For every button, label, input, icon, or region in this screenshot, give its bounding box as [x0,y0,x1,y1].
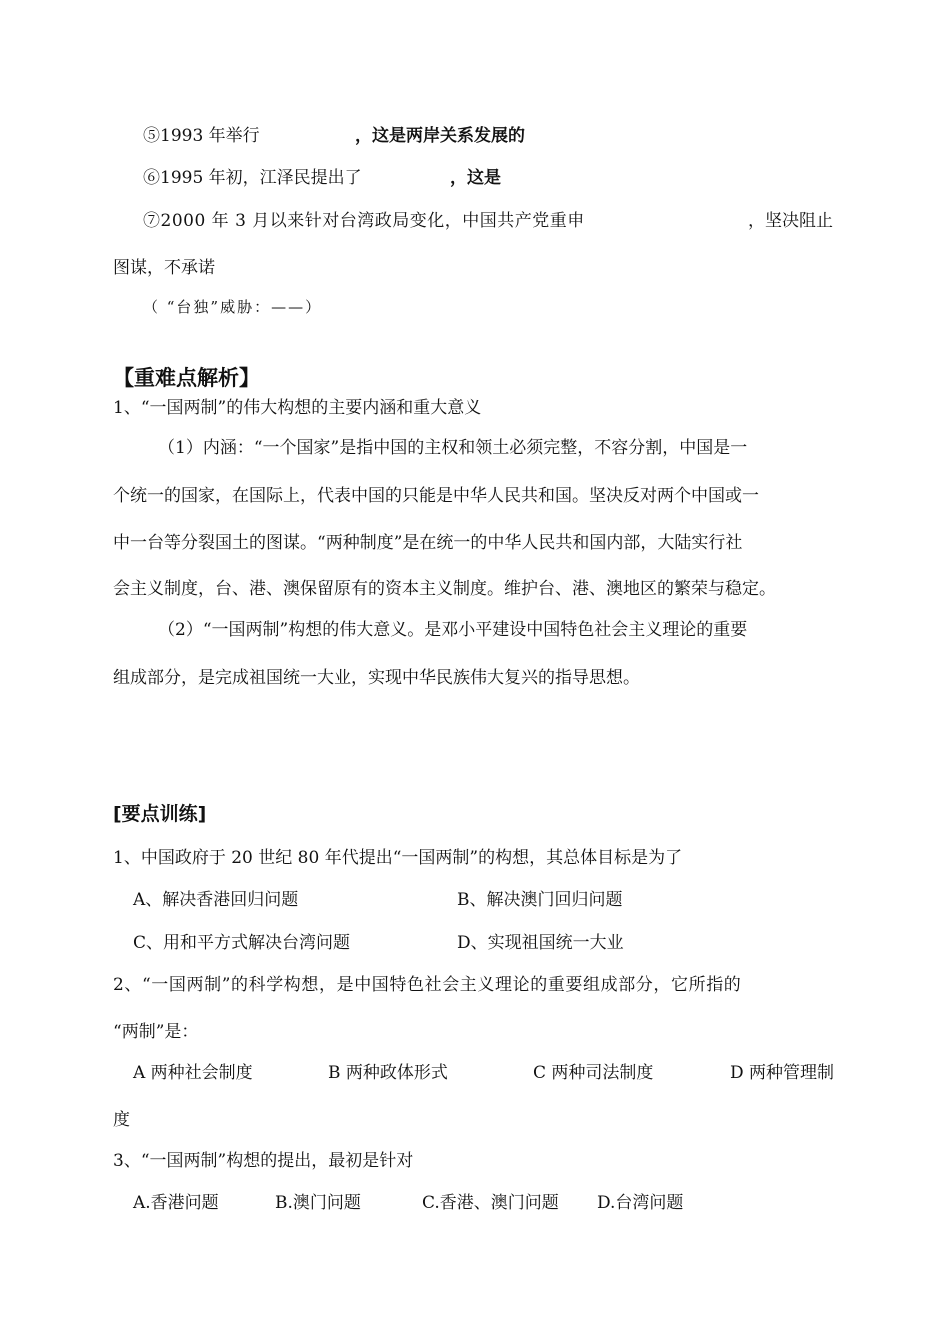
analysis-q1-title: 1、“一国两制”的伟大构想的主要内涵和重大意义 [113,398,482,418]
analysis-p1-line1: （1）内涵：“一个国家”是指中国的主权和领土必须完整，不容分割，中国是一 [158,438,748,458]
analysis-heading: 【重难点解析】 [113,366,260,390]
training-q1-option-a: A、解决香港回归问题 [133,890,299,910]
training-q2-option-d: D 两种管理制 [730,1063,835,1083]
training-heading: [要点训练] [113,803,207,825]
training-q1: 1、中国政府于 20 世纪 80 年代提出“一国两制”的构想，其总体目标是为了 [113,848,683,868]
training-q2-option-a: A 两种社会制度 [133,1063,253,1083]
training-q1-option-b: B、解决澳门回归问题 [457,890,623,910]
training-q2-line1: 2、“一国两制”的科学构想，是中国特色社会主义理论的重要组成部分，它所指的 [113,975,742,995]
training-q3-option-c: C.香港、澳门问题 [422,1193,559,1213]
training-q2-option-c: C 两种司法制度 [533,1063,654,1083]
analysis-p2-line1: （2）“一国两制”构想的伟大意义。是邓小平建设中国特色社会主义理论的重要 [158,620,748,640]
training-q2-line2: “两制”是： [113,1022,199,1042]
analysis-p1-line2: 个统一的国家，在国际上，代表中国的只能是中华人民共和国。坚决反对两个中国或一 [113,486,759,506]
training-q2-option-d-cont: 度 [113,1110,130,1130]
threat-note: （ “台独”威胁：——） [143,298,323,316]
training-q1-option-c: C、用和平方式解决台湾问题 [133,933,351,953]
item7-tail: ，坚决阻止 [748,211,833,231]
item6-bold: ，这是 [450,168,501,188]
training-q3-option-a: A.香港问题 [133,1193,219,1213]
analysis-p1-line4: 会主义制度，台、港、澳保留原有的资本主义制度。维护台、港、澳地区的繁荣与稳定。 [113,579,776,599]
item7-text: ⑦2000 年 3 月以来针对台湾政局变化，中国共产党重申 [143,211,585,231]
item6-text: ⑥1995 年初，江泽民提出了 [143,168,362,188]
training-q2-option-b: B 两种政体形式 [328,1063,448,1083]
analysis-p2-line2: 组成部分，是完成祖国统一大业，实现中华民族伟大复兴的指导思想。 [113,668,640,688]
training-q3-option-b: B.澳门问题 [275,1193,361,1213]
item7-cont: 图谋，不承诺 [113,258,215,278]
training-q3: 3、“一国两制”构想的提出，最初是针对 [113,1151,414,1171]
analysis-p1-line3: 中一台等分裂国土的图谋。“两种制度”是在统一的中华人民共和国内部，大陆实行社 [113,533,743,553]
item5-text: ⑤1993 年举行 [143,126,260,146]
training-q1-option-d: D、实现祖国统一大业 [457,933,624,953]
training-q3-option-d: D.台湾问题 [597,1193,684,1213]
item5-bold: ，这是两岸关系发展的 [355,126,525,146]
